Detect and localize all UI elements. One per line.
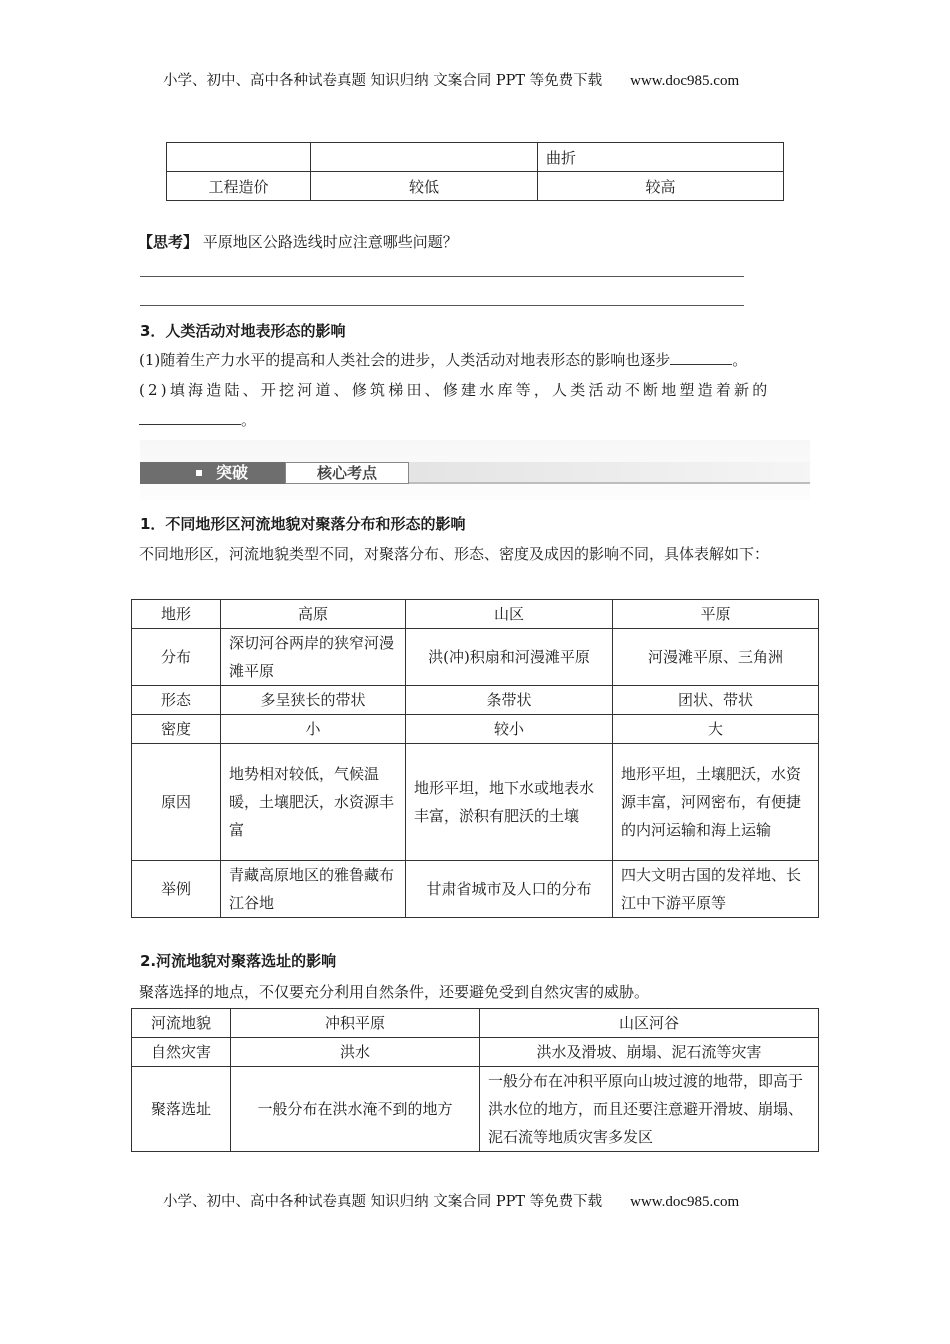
table-header: 冲积平原 [231,1009,480,1038]
table-header-row [132,1009,819,1038]
table-row [167,172,784,201]
banner-right: 核心考点 [285,462,409,484]
table-cell: 团状、带状 [613,686,819,715]
table-row [132,629,819,686]
table-cell: 举例 [132,861,221,918]
header-url[interactable]: www.doc985.com [630,73,740,89]
table-row [132,686,819,715]
table-cell: 地形平坦，地下水或地表水丰富，淤积有肥沃的土壤 [406,744,613,861]
table-cell: 洪水及滑坡、崩塌、泥石流等灾害 [480,1038,819,1067]
table-header: 山区 [406,600,613,629]
table-cell: 曲折 [538,143,784,172]
paragraph: (2)填海造陆、开挖河道、修筑梯田、修建水库等，人类活动不断地塑造着新的 [139,381,771,399]
table-header: 平原 [613,600,819,629]
table-cell: 洪水 [231,1038,480,1067]
landform-settlement-table [131,599,819,918]
table-cell: 甘肃省城市及人口的分布 [406,861,613,918]
table-row [132,1038,819,1067]
table-cell: 小 [221,715,406,744]
section-banner [140,440,810,500]
paragraph: 。 [139,406,811,434]
table-header-row [132,600,819,629]
table-cell: 深切河谷两岸的狭窄河漫滩平原 [221,629,406,686]
paragraph: 不同地形区，河流地貌类型不同，对聚落分布、形态、密度及成因的影响不同，具体表解如下： [139,545,770,563]
table-cell: 原因 [132,744,221,861]
table-cell: 分布 [132,629,221,686]
banner-left: 突破 [140,462,285,484]
table-cell: 自然灾害 [132,1038,231,1067]
table-cell: 洪(冲)积扇和河漫滩平原 [406,629,613,686]
river-site-selection-table [131,1008,819,1152]
table-cell: 河漫滩平原、三角洲 [613,629,819,686]
table-row [167,143,784,172]
table-header: 河流地貌 [132,1009,231,1038]
think-question [138,231,458,252]
page-header [163,69,793,90]
table-cell [167,143,311,172]
paragraph: (1)随着生产力水平的提高和人类社会的进步，人类活动对地表形态的影响也逐步 。 [139,346,811,374]
table-cell: 较低 [311,172,538,201]
think-text: 平原地区公路选线时应注意哪些问题？ [202,233,458,251]
section-title: 1．不同地形区河流地貌对聚落分布和形态的影响 [140,515,466,533]
answer-line[interactable] [140,305,744,306]
header-text: 小学、初中、高中各种试卷真题 知识归纳 文案合同 PPT 等免费下载 [163,73,603,89]
page-footer [163,1190,793,1211]
section-title: 3．人类活动对地表形态的影响 [140,322,346,340]
table-header: 地形 [132,600,221,629]
table-cell: 条带状 [406,686,613,715]
table-cell: 较小 [406,715,613,744]
table-cell: 工程造价 [167,172,311,201]
top-table [166,142,784,201]
table-row [132,1067,819,1152]
table-cell: 地形平坦，土壤肥沃，水资源丰富，河网密布，有便捷的内河运输和海上运输 [613,744,819,861]
table-header: 高原 [221,600,406,629]
table-row [132,861,819,918]
table-cell: 四大文明古国的发祥地、长江中下游平原等 [613,861,819,918]
table-cell: 较高 [538,172,784,201]
paragraph: 聚落选择的地点，不仅要充分利用自然条件，还要避免受到自然灾害的威胁。 [139,983,650,1001]
square-bullet-icon [196,470,202,476]
table-cell: 青藏高原地区的雅鲁藏布江谷地 [221,861,406,918]
table-header: 山区河谷 [480,1009,819,1038]
table-cell: 一般分布在冲积平原向山坡过渡的地带，即高于洪水位的地方，而且还要注意避开滑坡、崩塌、泥石流等地质灾害多发区 [480,1067,819,1152]
table-row [132,744,819,861]
table-cell: 一般分布在洪水淹不到的地方 [231,1067,480,1152]
table-cell: 聚落选址 [132,1067,231,1152]
section-title: 2.河流地貌对聚落选址的影响 [140,952,337,970]
think-label: 【思考】 [138,233,199,251]
table-cell [311,143,538,172]
table-cell: 地势相对较低，气候温暖，土壤肥沃，水资源丰富 [221,744,406,861]
footer-text: 小学、初中、高中各种试卷真题 知识归纳 文案合同 PPT 等免费下载 [163,1194,603,1210]
table-cell: 大 [613,715,819,744]
table-row [132,715,819,744]
fill-blank[interactable] [139,408,241,425]
fill-blank[interactable] [670,348,732,365]
table-cell: 多呈狭长的带状 [221,686,406,715]
table-cell: 形态 [132,686,221,715]
table-cell: 密度 [132,715,221,744]
answer-line[interactable] [140,276,744,277]
footer-url[interactable]: www.doc985.com [630,1194,740,1210]
